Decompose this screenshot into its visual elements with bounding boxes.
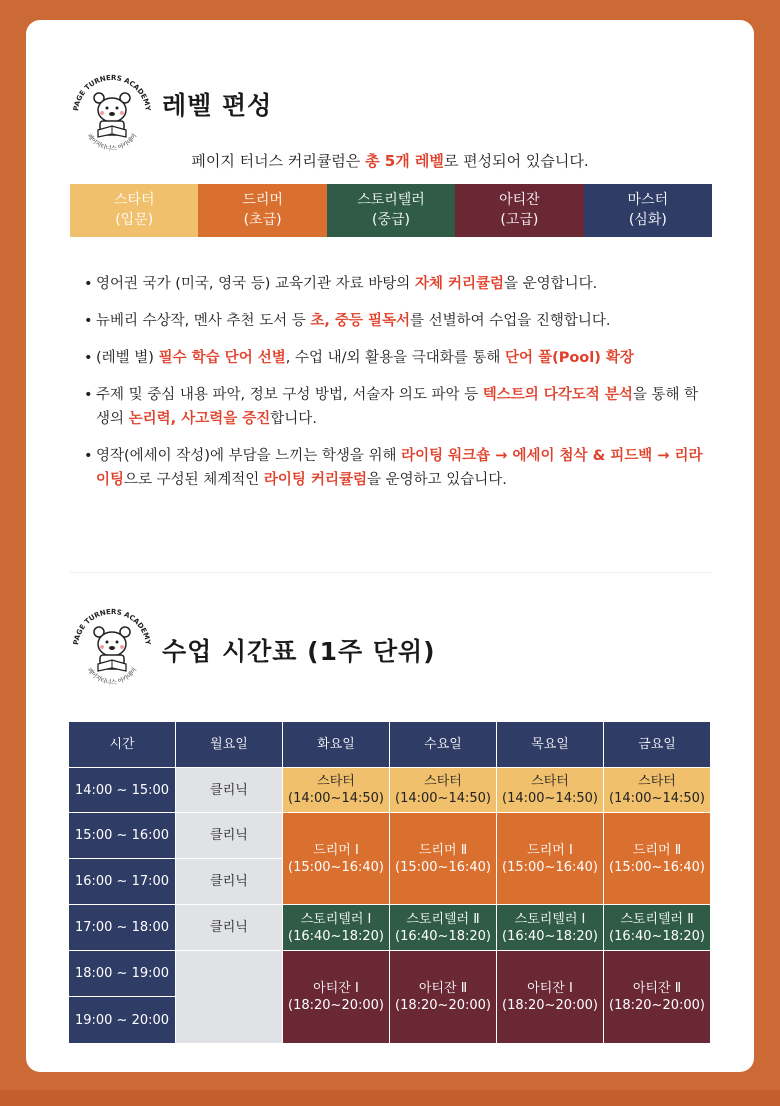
level-starter: 스타터 (입문) (70, 184, 198, 237)
level-section-title: 레벨 편성 (162, 91, 273, 120)
time-slot: 17:00 ~ 18:00 (69, 905, 175, 950)
class-starter: 스타터 (14:00~14:50) (283, 768, 389, 812)
level-bar (70, 184, 712, 237)
class-storyteller: 스토리텔러 Ⅰ (16:40~18:20) (283, 905, 389, 950)
time-slot: 19:00 ~ 20:00 (69, 997, 175, 1043)
list-item: • 영작(에세이 작성)에 부담을 느끼는 학생을 위해 라이팅 워크숍 → 에세이 첨삭 & 피드백 → 리라이팅으로 구성된 체계적인 라이팅 커리큘럼을 운영하고 있습니다. (84, 444, 704, 492)
level-artisan: 아티잔 (고급) (455, 184, 583, 237)
svg-text:PAGE TURNERS ACADEMY: PAGE TURNERS ACADEMY (72, 607, 152, 646)
class-artisan: 아티잔 Ⅰ (18:20~20:00) (283, 951, 389, 1043)
time-slot: 16:00 ~ 17:00 (69, 859, 175, 904)
time-slot: 14:00 ~ 15:00 (69, 768, 175, 812)
empty-cell (176, 951, 282, 1043)
svg-text:PAGE TURNERS ACADEMY: PAGE TURNERS ACADEMY (72, 73, 152, 112)
class-storyteller: 스토리텔러 Ⅰ (16:40~18:20) (497, 905, 603, 950)
academy-logo (68, 70, 156, 158)
bottom-band (0, 1090, 780, 1106)
intro-text: 페이지 터너스 커리큘럼은 (191, 152, 366, 170)
header-monday: 월요일 (176, 722, 282, 767)
class-artisan: 아티잔 Ⅰ (18:20~20:00) (497, 951, 603, 1043)
clinic-cell: 클리닉 (176, 859, 282, 904)
clinic-cell: 클리닉 (176, 768, 282, 812)
intro-highlight: 총 5개 레벨 (365, 152, 444, 170)
timetable (69, 722, 709, 1037)
header-friday: 금요일 (604, 722, 710, 767)
class-dreamer: 드리머 Ⅱ (15:00~16:40) (390, 813, 496, 904)
header-tuesday: 화요일 (283, 722, 389, 767)
clinic-cell: 클리닉 (176, 905, 282, 950)
academy-logo (68, 604, 156, 692)
class-storyteller: 스토리텔러 Ⅱ (16:40~18:20) (390, 905, 496, 950)
class-storyteller: 스토리텔러 Ⅱ (16:40~18:20) (604, 905, 710, 950)
list-item: • 뉴베리 수상작, 멘사 추천 도서 등 초, 중등 필독서를 선별하여 수업을 진행합니다. (84, 309, 704, 333)
list-item: • (레벨 별) 필수 학습 단어 선별, 수업 내/외 활용을 극대화를 통해 단어 풀(Pool) 확장 (84, 346, 704, 370)
class-starter: 스타터 (14:00~14:50) (497, 768, 603, 812)
level-dreamer: 드리머 (초급) (198, 184, 326, 237)
section-divider (70, 572, 712, 573)
level-master: 마스터 (심화) (584, 184, 712, 237)
intro-text-end: 로 편성되어 있습니다. (443, 152, 589, 170)
content-card (26, 20, 754, 1072)
class-artisan: 아티잔 Ⅱ (18:20~20:00) (390, 951, 496, 1043)
class-dreamer: 드리머 Ⅱ (15:00~16:40) (604, 813, 710, 904)
class-starter: 스타터 (14:00~14:50) (604, 768, 710, 812)
list-item: • 영어권 국가 (미국, 영국 등) 교육기관 자료 바탕의 자체 커리큘럼을 운영합니다. (84, 272, 704, 296)
class-dreamer: 드리머 Ⅰ (15:00~16:40) (497, 813, 603, 904)
class-starter: 스타터 (14:00~14:50) (390, 768, 496, 812)
feature-list (84, 272, 704, 505)
header-wednesday: 수요일 (390, 722, 496, 767)
svg-text:페이지터너스 아카데미: 페이지터너스 아카데미 (85, 132, 139, 153)
time-slot: 18:00 ~ 19:00 (69, 951, 175, 996)
time-slot: 15:00 ~ 16:00 (69, 813, 175, 858)
level-storyteller: 스토리텔러 (중급) (327, 184, 455, 237)
level-intro (26, 150, 754, 171)
header-thursday: 목요일 (497, 722, 603, 767)
class-dreamer: 드리머 Ⅰ (15:00~16:40) (283, 813, 389, 904)
class-artisan: 아티잔 Ⅱ (18:20~20:00) (604, 951, 710, 1043)
list-item: • 주제 및 중심 내용 파악, 정보 구성 방법, 서술자 의도 파악 등 텍스트의 다각도적 분석을 통해 학생의 논리력, 사고력을 증진합니다. (84, 383, 704, 431)
header-time: 시간 (69, 722, 175, 767)
svg-text:페이지터너스 아카데미: 페이지터너스 아카데미 (85, 666, 139, 687)
schedule-section-title: 수업 시간표 (1주 단위) (162, 637, 436, 666)
clinic-cell: 클리닉 (176, 813, 282, 858)
